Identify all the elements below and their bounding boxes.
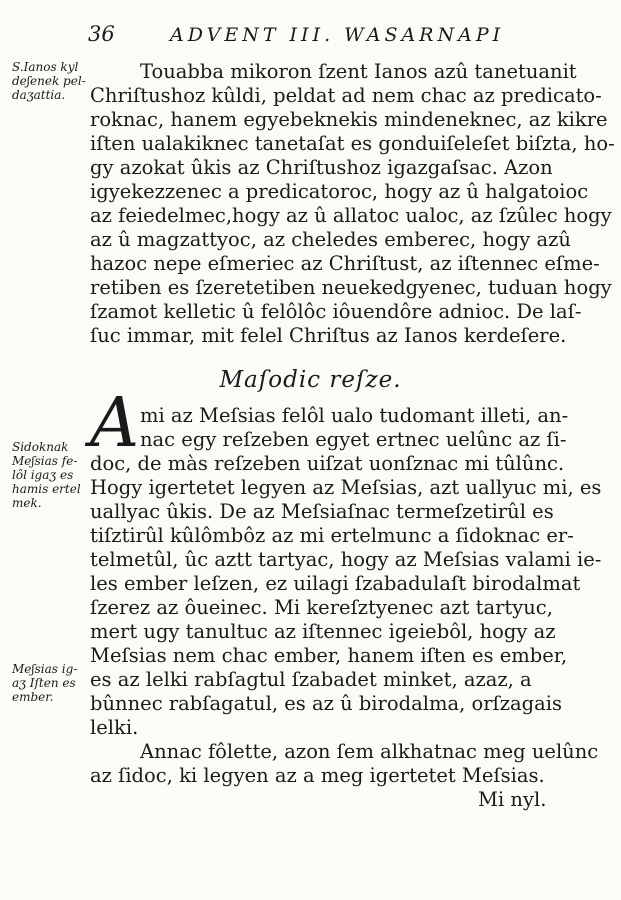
marginal-note-2 xyxy=(12,440,92,510)
drop-cap: A xyxy=(90,384,140,463)
marginal-note-line: mek. xyxy=(12,496,42,510)
text-line: roknac, hanem egyebeknekis mindeneknec, az kikre xyxy=(90,108,608,131)
marginal-note-line: aʒ Iſten es xyxy=(12,676,76,690)
text-line: ſzamot kelletic û felôlôc iôuendôre adnioc. De laſ- xyxy=(90,300,582,323)
text-line: Meſsias nem chac ember, hanem iſten es ember, xyxy=(90,644,568,667)
text-line: ſuc immar, mit felel Chriſtus az Ianos kerdeſere. xyxy=(90,324,567,347)
text-line: ſzerez az ôueinec. Mi kereſztyenec azt tartyuc, xyxy=(90,596,553,619)
text-line: Touabba mikoron ſzent Ianos azû tanetuanit xyxy=(140,60,577,83)
marginal-note-line: daʒattia. xyxy=(12,88,66,102)
text-line: mi az Meſsias felôl ualo tudomant illeti, an- xyxy=(140,404,569,427)
page-number: 36 xyxy=(88,22,115,46)
text-line: les ember leſzen, ez uilagi ſzabadulaſt birodalmat xyxy=(90,572,581,595)
marginal-note-line: hamis ertel xyxy=(12,482,81,496)
marginal-note-line: Meʃsias fe- xyxy=(12,454,78,468)
marginal-note-line: Sidoknak xyxy=(12,440,69,454)
running-head: ADVENT III. WASARNAPI xyxy=(170,24,505,46)
text-line: az ſidoc, ki legyen az a meg igertetet Meſsias. xyxy=(90,764,545,787)
text-line: Hogy igertetet legyen az Meſsias, azt uallyuc mi, es xyxy=(90,476,602,499)
text-line: bûnnec rabſagatul, es az û birodalma, orſzagais xyxy=(90,692,562,715)
text-line: doc, de màs reſzeben uiſzat uonſznac mi tûlûnc. xyxy=(90,452,565,475)
text-line: hazoc nepe eſmeriec az Chriſtust, az iſtennec eſme- xyxy=(90,252,600,275)
marginal-note-line: lôl igaʒ es xyxy=(12,468,74,482)
text-line: telmetûl, ûc aztt tartyac, hogy az Meſsias valami ie- xyxy=(90,548,602,571)
page-header xyxy=(88,22,588,50)
text-line: lelki. xyxy=(90,716,139,739)
text-line: es az lelki rabſagtul ſzabadet minket, azaz, a xyxy=(90,668,532,691)
text-line: tiſztirûl kûlômbôz az mi ertelmunc a ſidoknac er- xyxy=(90,524,574,547)
text-line: gy azokat ûkis az Chriſtushoz igazgaſsac. Azon xyxy=(90,156,553,179)
marginal-note-1 xyxy=(12,60,92,102)
text-line: az û magzattyoc, az cheledes emberec, hogy azû xyxy=(90,228,571,251)
marginal-note-3 xyxy=(12,662,92,704)
text-line: iſten ualakiknec tanetaſat es gonduiſeleſet biſzta, ho- xyxy=(90,132,615,155)
section-heading: Maſodic reſze. xyxy=(219,367,402,393)
text-line: retiben es ſzeretetiben neuekedgyenec, tuduan hogy xyxy=(90,276,612,299)
marginal-note-line: Meʃsias ig- xyxy=(12,662,78,676)
text-line: Annac fôlette, azon ſem alkhatnac meg uelûnc xyxy=(140,740,599,763)
text-line: uallyac ûkis. De az Meſsiaſnac termeſzetirûl es xyxy=(90,500,554,523)
text-line: Chriſtushoz kûldi, peldat ad nem chac az predicato- xyxy=(90,84,602,107)
marginal-note-line: deʃenek pel- xyxy=(12,74,86,88)
text-line: mert ugy tanultuc az iſtennec igeiebôl, hogy az xyxy=(90,620,556,643)
marginal-note-line: S.Ianos kyl xyxy=(12,60,79,74)
text-line: igyekezzenec a predicatoroc, hogy az û halgatoioc xyxy=(90,180,589,203)
catchword: Mi nyl. xyxy=(478,788,547,811)
text-line: nac egy reſzeben egyet ertnec uelûnc az ſi- xyxy=(140,428,567,451)
marginal-note-line: ember. xyxy=(12,690,54,704)
text-line: az feiedelmec,hogy az û allatoc ualoc, az ſzûlec hogy xyxy=(90,204,612,227)
